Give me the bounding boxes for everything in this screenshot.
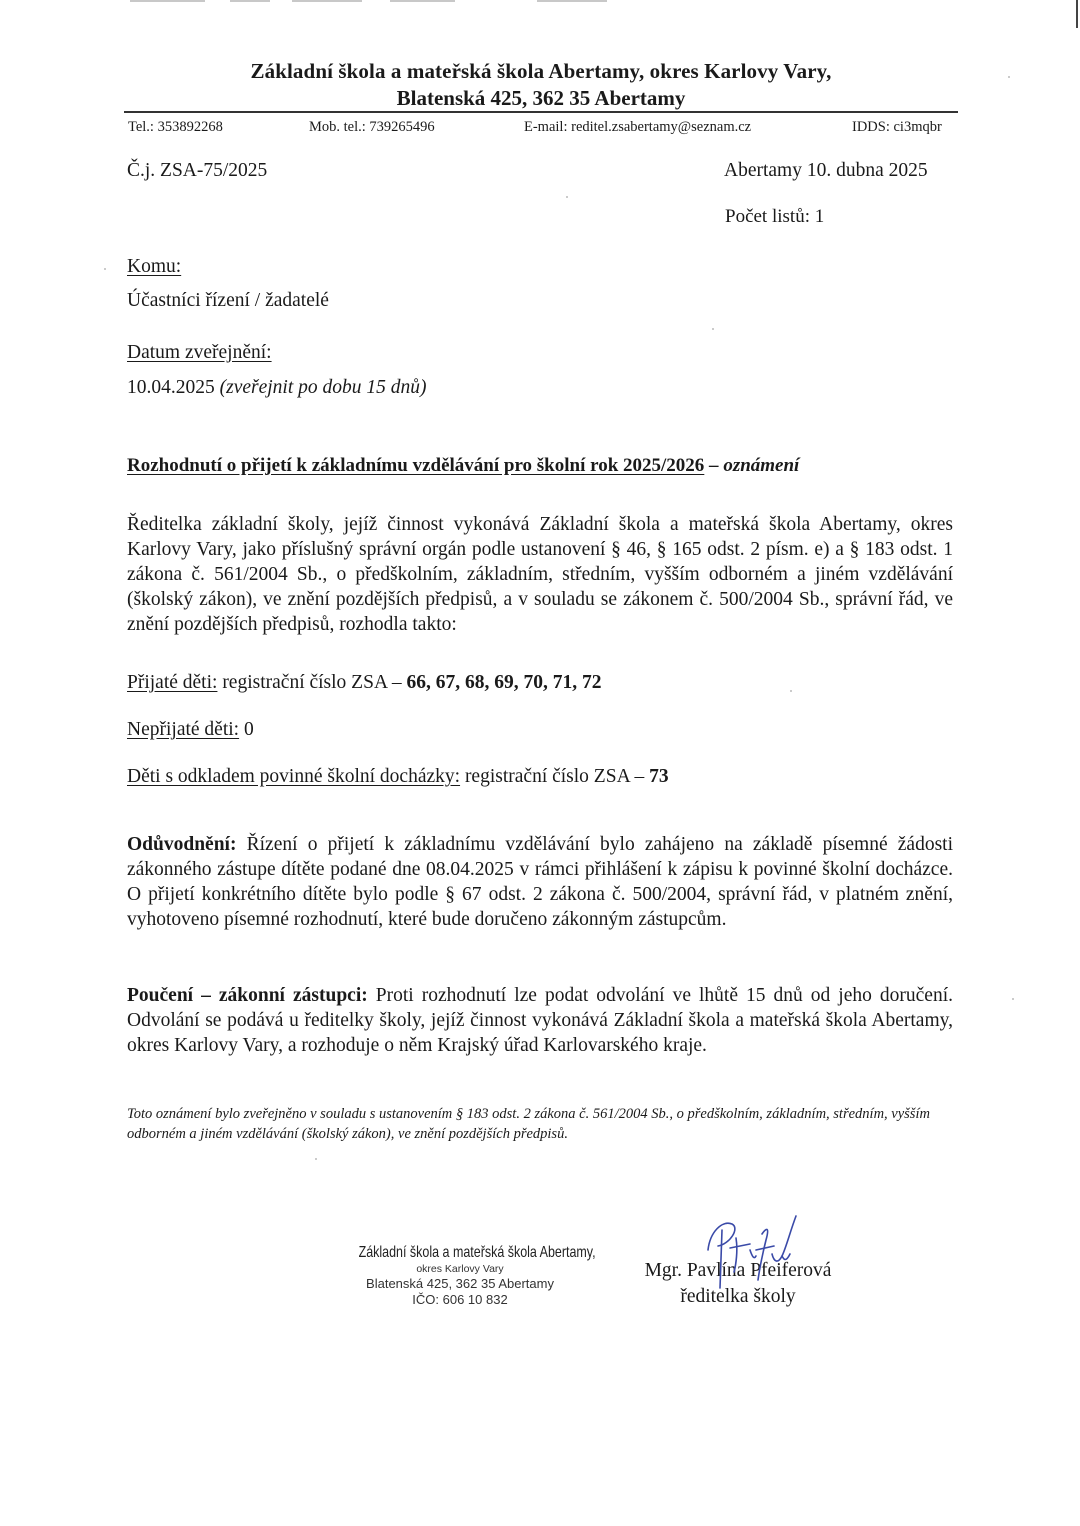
instruction-text: Proti rozhodnutí lze podat odvolání ve lhůtě 15 dnů od jeho doručení. Odvolání se podává u ředitelky školy, jejíž činnost vykonává Základní škola a mateřská škola Abertamy, okres Karlovy Vary, a rozhoduje o něm Krajský úřad Karlovarského kraje.	[127, 985, 954, 1056]
stamp-school-name: Základní škola a mateřská škola Abertamy,	[358, 1244, 596, 1261]
school-address: Blatenská 425, 362 35 Abertamy	[396, 86, 686, 110]
title-main: Rozhodnutí o přijetí k základnímu vzdělávání pro školní rok 2025/2026	[127, 455, 705, 476]
publication-date-value: 10.04.2025	[127, 377, 215, 398]
school-name: Základní škola a mateřská škola Abertamy, okres Karlovy Vary,	[250, 59, 832, 83]
recipient-label: Komu:	[127, 256, 182, 277]
letterhead-divider	[124, 111, 958, 113]
scan-right-edge	[1076, 0, 1078, 28]
handwritten-signature-icon	[700, 1210, 810, 1295]
scan-speck	[566, 196, 568, 198]
publication-note: Toto oznámení bylo zveřejněno v souladu s ustanovením § 183 odst. 2 zákona č. 561/2004 Sb., o předškolním, základním, středním, vyšším odborném a jiném vzdělávání (školský zákon), ve znění pozdějších předpisů.	[127, 1106, 930, 1142]
letterhead	[124, 58, 958, 112]
stamp-district: okres Karlovy Vary	[416, 1263, 504, 1275]
signatory-role: ředitelka školy	[680, 1286, 796, 1307]
accepted-children	[127, 672, 601, 694]
scan-speck	[1012, 998, 1014, 1000]
justification-paragraph	[127, 832, 953, 932]
contact-email: E-mail: reditel.zsabertamy@seznam.cz	[524, 119, 752, 135]
accepted-numbers: 66, 67, 68, 69, 70, 71, 72	[406, 672, 602, 693]
scan-speck	[790, 690, 792, 692]
signatory-name: Mgr. Pavlína Pfeiferová	[644, 1260, 832, 1281]
publication-date	[127, 377, 427, 399]
deferred-children	[127, 766, 669, 788]
school-stamp	[330, 1244, 596, 1307]
publication-date-label: Datum zveřejnění:	[127, 342, 272, 363]
deferred-numbers: 73	[649, 766, 669, 787]
contact-idds: IDDS: ci3mqbr	[852, 119, 942, 135]
contact-tel: Tel.: 353892268	[128, 119, 223, 135]
instruction-label: Poučení – zákonní zástupci:	[127, 985, 368, 1006]
rejected-value: 0	[239, 719, 254, 740]
reference-number: Č.j. ZSA-75/2025	[127, 160, 268, 181]
document-title	[127, 455, 799, 477]
recipient-value: Účastníci řízení / žadatelé	[127, 290, 329, 311]
scan-top-edge	[0, 0, 1080, 6]
justification-label: Odůvodnění:	[127, 834, 237, 855]
title-suffix: – oznámení	[704, 455, 800, 476]
stamp-address: Blatenská 425, 362 35 Abertamy	[366, 1276, 554, 1291]
publication-duration-note: (zveřejnit po dobu 15 dnů)	[219, 377, 427, 398]
accepted-text: registrační číslo ZSA –	[217, 672, 407, 693]
scan-speck	[104, 268, 106, 270]
rejected-label: Nepřijaté děti:	[127, 719, 240, 740]
scan-speck	[315, 1158, 317, 1160]
deferred-text: registrační číslo ZSA –	[460, 766, 650, 787]
contact-mobile: Mob. tel.: 739265496	[309, 119, 435, 135]
place-date: Abertamy 10. dubna 2025	[724, 160, 928, 181]
stamp-ico: IČO: 606 10 832	[412, 1292, 508, 1307]
deferred-label: Děti s odkladem povinné školní docházky:	[127, 766, 461, 787]
scan-speck	[712, 328, 714, 330]
accepted-label: Přijaté děti:	[127, 672, 218, 693]
rejected-children	[127, 719, 254, 741]
intro-paragraph: Ředitelka základní školy, jejíž činnost vykonává Základní škola a mateřská škola Abertamy, okres Karlovy Vary, jako příslušný správní orgán podle ustanovení § 46, § 165 odst. 2 písm. e) a § 183 odst. 1 zákona č. 561/2004 Sb., o předškolním, základním, středním, vyšším odborném a jiném vzdělávání (školský zákon), ve znění pozdějších předpisů, a v souladu se zákonem č. 500/2004 Sb., správní řád, ve znění pozdějších předpisů, rozhodla takto:	[127, 514, 953, 635]
sheet-count: Počet listů: 1	[725, 206, 825, 227]
scan-speck	[1008, 76, 1010, 78]
justification-text: Řízení o přijetí k základnímu vzdělávání bylo zahájeno na základě písemné žádosti zákonného zástupe dítěte podané dne 08.04.2025 v rámci přihlášení k zápisu k povinné školní docházce. O přijetí konkrétního dítěte bylo podle § 67 odst. 2 zákona č. 500/2004, správní řád, v platném znění, vyhotoveno písemné rozhodnutí, které bude doručeno zákonným zástupcům.	[127, 834, 953, 930]
instruction-paragraph	[127, 983, 953, 1058]
